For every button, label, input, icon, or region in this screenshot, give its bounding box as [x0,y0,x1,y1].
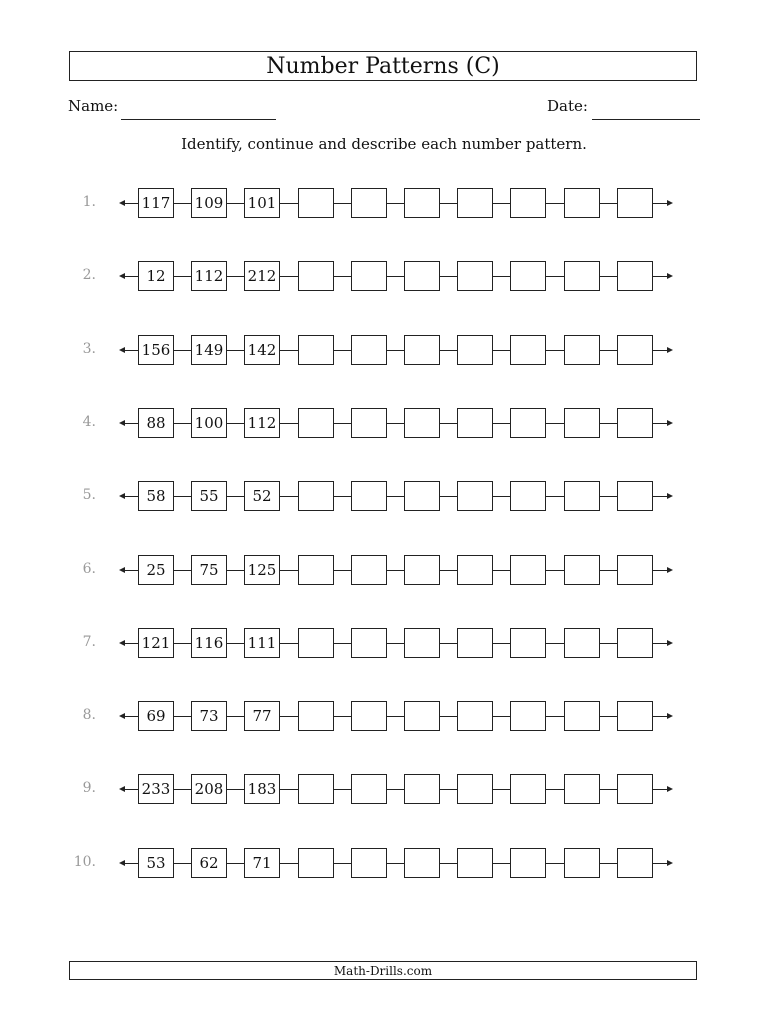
answer-box[interactable] [404,335,440,365]
given-number-box: 149 [191,335,227,365]
arrow-left-icon [119,860,125,866]
answer-box[interactable] [617,408,653,438]
arrow-left-icon [119,420,125,426]
arrow-right-icon [667,567,673,573]
answer-box[interactable] [298,555,334,585]
answer-box[interactable] [457,261,493,291]
arrow-right-icon [667,640,673,646]
answer-box[interactable] [351,335,387,365]
problem-row [0,700,768,732]
answer-box[interactable] [351,774,387,804]
answer-box[interactable] [457,774,493,804]
answer-box[interactable] [298,261,334,291]
arrow-left-icon [119,640,125,646]
arrow-left-icon [119,567,125,573]
given-number-box: 71 [244,848,280,878]
answer-box[interactable] [457,335,493,365]
problem-number: 3. [82,341,96,357]
given-number-box: 25 [138,555,174,585]
answer-box[interactable] [457,481,493,511]
arrow-left-icon [119,713,125,719]
answer-box[interactable] [404,628,440,658]
answer-box[interactable] [457,848,493,878]
answer-box[interactable] [351,555,387,585]
answer-box[interactable] [564,335,600,365]
answer-box[interactable] [298,408,334,438]
problem-row [0,187,768,219]
answer-box[interactable] [351,848,387,878]
answer-box[interactable] [457,188,493,218]
arrow-right-icon [667,860,673,866]
given-number-box: 111 [244,628,280,658]
given-number-box: 112 [244,408,280,438]
answer-box[interactable] [298,188,334,218]
answer-box[interactable] [510,555,546,585]
answer-box[interactable] [298,774,334,804]
answer-box[interactable] [298,848,334,878]
arrow-right-icon [667,200,673,206]
answer-box[interactable] [510,701,546,731]
answer-box[interactable] [564,848,600,878]
answer-box[interactable] [404,701,440,731]
given-number-box: 55 [191,481,227,511]
answer-box[interactable] [510,848,546,878]
answer-box[interactable] [351,701,387,731]
given-number-box: 52 [244,481,280,511]
given-number-box: 112 [191,261,227,291]
answer-box[interactable] [351,481,387,511]
answer-box[interactable] [564,555,600,585]
arrow-right-icon [667,786,673,792]
answer-box[interactable] [404,261,440,291]
worksheet-title: Number Patterns (C) [69,51,697,81]
problem-number: 9. [82,780,96,796]
answer-box[interactable] [564,188,600,218]
arrow-right-icon [667,347,673,353]
answer-box[interactable] [298,701,334,731]
answer-box[interactable] [404,481,440,511]
answer-box[interactable] [617,848,653,878]
given-number-box: 142 [244,335,280,365]
answer-box[interactable] [617,628,653,658]
given-number-box: 100 [191,408,227,438]
answer-box[interactable] [404,774,440,804]
answer-box[interactable] [457,628,493,658]
arrow-left-icon [119,273,125,279]
answer-box[interactable] [298,335,334,365]
arrow-right-icon [667,713,673,719]
problem-number: 6. [82,561,96,577]
footer-credit: Math-Drills.com [69,961,697,980]
arrow-right-icon [667,273,673,279]
answer-box[interactable] [351,261,387,291]
problem-number: 7. [82,634,96,650]
arrow-left-icon [119,786,125,792]
answer-box[interactable] [510,628,546,658]
answer-box[interactable] [564,628,600,658]
given-number-box: 53 [138,848,174,878]
answer-box[interactable] [617,555,653,585]
answer-box[interactable] [404,555,440,585]
answer-box[interactable] [298,481,334,511]
arrow-left-icon [119,200,125,206]
answer-box[interactable] [617,188,653,218]
arrow-right-icon [667,493,673,499]
arrow-left-icon [119,347,125,353]
date-field-line[interactable] [592,119,700,120]
answer-box[interactable] [351,628,387,658]
answer-box[interactable] [564,774,600,804]
answer-box[interactable] [510,335,546,365]
problem-row [0,480,768,512]
answer-box[interactable] [510,261,546,291]
answer-box[interactable] [510,774,546,804]
instructions: Identify, continue and describe each number pattern. [181,135,587,153]
given-number-box: 117 [138,188,174,218]
answer-box[interactable] [617,774,653,804]
given-number-box: 58 [138,481,174,511]
name-label: Name: [68,97,119,115]
problem-row [0,554,768,586]
given-number-box: 116 [191,628,227,658]
given-number-box: 77 [244,701,280,731]
answer-box[interactable] [298,628,334,658]
answer-box[interactable] [351,188,387,218]
answer-box[interactable] [617,481,653,511]
given-number-box: 69 [138,701,174,731]
answer-box[interactable] [404,848,440,878]
given-number-box: 62 [191,848,227,878]
answer-box[interactable] [457,701,493,731]
problem-row [0,847,768,879]
date-label: Date: [547,97,588,115]
answer-box[interactable] [404,408,440,438]
given-number-box: 183 [244,774,280,804]
problem-row [0,773,768,805]
answer-box[interactable] [351,408,387,438]
problem-row [0,407,768,439]
problem-number: 4. [82,414,96,430]
answer-box[interactable] [510,481,546,511]
problem-number: 5. [82,487,96,503]
given-number-box: 233 [138,774,174,804]
problem-row [0,260,768,292]
answer-box[interactable] [457,408,493,438]
given-number-box: 75 [191,555,227,585]
answer-box[interactable] [564,481,600,511]
answer-box[interactable] [510,188,546,218]
given-number-box: 101 [244,188,280,218]
answer-box[interactable] [564,261,600,291]
given-number-box: 88 [138,408,174,438]
problem-number: 8. [82,707,96,723]
given-number-box: 212 [244,261,280,291]
given-number-box: 121 [138,628,174,658]
answer-box[interactable] [510,408,546,438]
given-number-box: 125 [244,555,280,585]
answer-box[interactable] [457,555,493,585]
answer-box[interactable] [617,701,653,731]
answer-box[interactable] [564,701,600,731]
given-number-box: 208 [191,774,227,804]
answer-box[interactable] [564,408,600,438]
answer-box[interactable] [404,188,440,218]
problem-row [0,334,768,366]
arrow-left-icon [119,493,125,499]
given-number-box: 73 [191,701,227,731]
given-number-box: 109 [191,188,227,218]
arrow-right-icon [667,420,673,426]
problem-number: 10. [73,854,96,870]
problem-number: 1. [82,194,96,210]
given-number-box: 12 [138,261,174,291]
answer-box[interactable] [617,261,653,291]
answer-box[interactable] [617,335,653,365]
problem-number: 2. [82,267,96,283]
problem-row [0,627,768,659]
given-number-box: 156 [138,335,174,365]
name-field-line[interactable] [121,119,276,120]
